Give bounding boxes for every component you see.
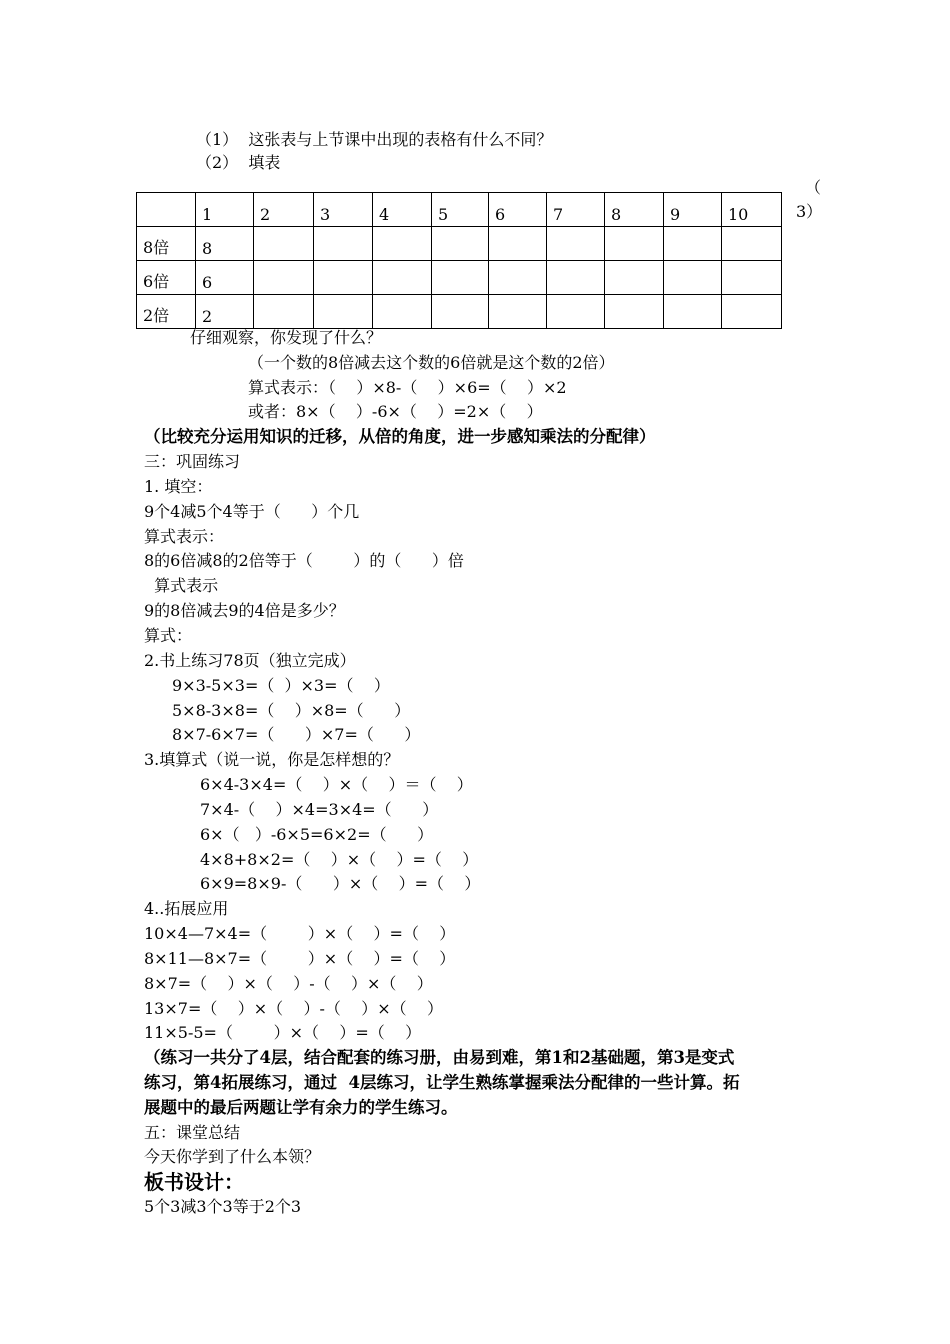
formula-line-1: 算式表示：（ ）×8-（ ）×6=（ ）×2 [248, 378, 567, 397]
table-cell: 3 [314, 193, 373, 227]
side-label: 3） [796, 202, 823, 221]
table-cell [664, 227, 722, 261]
table-cell [664, 261, 722, 295]
table-cell [547, 261, 605, 295]
table-cell [722, 227, 782, 261]
exercise-1a: 9个4减5个4等于（ ）个几 [144, 502, 360, 521]
table-cell [373, 261, 432, 295]
table-cell: 10 [722, 193, 782, 227]
exercise-1c: 9的8倍减去9的4倍是多少？ [144, 601, 345, 620]
table-cell [373, 295, 432, 329]
table-cell: 2倍 [137, 295, 196, 329]
table-row [137, 261, 782, 295]
table-cell: 8 [196, 227, 254, 261]
teaching-note-2-line: （练习一共分了4层，结合配套的练习册，由易到难，第1和2基础题，第3是变式 [144, 1048, 735, 1067]
table-cell: 2 [254, 193, 314, 227]
teaching-note-2-line: 练习，第4拓展练习，通过 4层练习，让学生熟练掌握乘法分配律的一些计算。拓 [144, 1073, 740, 1092]
table-cell [432, 261, 489, 295]
exercise-3-title: 3.填算式（说一说，你是怎样想的？ [144, 750, 400, 769]
table-cell [254, 261, 314, 295]
table-cell: 5 [432, 193, 489, 227]
exercise-2-item: 9×3-5×3=（ ）×3=（ ） [172, 676, 390, 695]
exercise-1-title: 1. 填空： [144, 477, 213, 496]
table-cell: 6 [489, 193, 547, 227]
table-cell [314, 227, 373, 261]
table-cell: 9 [664, 193, 722, 227]
section-5-title: 五：课堂总结 [144, 1123, 241, 1142]
exercise-4-item: 13×7=（ ）×（ ）-（ ）×（ ） [144, 999, 443, 1018]
teaching-note-2-line: 展题中的最后两题让学有余力的学生练习。 [144, 1098, 458, 1117]
table-cell: 8 [605, 193, 664, 227]
exercise-3-item: 6×9=8×9-（ ）×（ ）=（ ） [200, 874, 481, 893]
table-cell [547, 295, 605, 329]
table-row [137, 227, 782, 261]
table-cell [605, 227, 664, 261]
table-cell [254, 295, 314, 329]
multiple-table [136, 192, 782, 329]
table-cell [254, 227, 314, 261]
exercise-3-item: 7×4-（ ）×4=3×4=（ ） [200, 800, 439, 819]
table-cell [722, 295, 782, 329]
table-cell [314, 295, 373, 329]
exercise-4-item: 8×11—8×7=（ ）×（ ）=（ ） [144, 949, 456, 968]
table-cell [489, 261, 547, 295]
exercise-1a-formula: 算式表示： [144, 527, 225, 546]
table-cell: 1 [196, 193, 254, 227]
table-cell: 8倍 [137, 227, 196, 261]
exercise-1b-formula: 算式表示 [144, 576, 219, 595]
exercise-4-title: 4..拓展应用 [144, 899, 229, 918]
table-cell [722, 261, 782, 295]
table-cell [489, 295, 547, 329]
table-cell: 4 [373, 193, 432, 227]
table-cell [605, 261, 664, 295]
table-cell: 6 [196, 261, 254, 295]
table-cell: 7 [547, 193, 605, 227]
observe-prompt: 仔细观察，你发现了什么？ [190, 328, 383, 347]
table-cell [373, 227, 432, 261]
formula-line-2: 或者：8×（ ）-6×（ ）=2×（ ） [248, 402, 543, 421]
exercise-4-item: 8×7=（ ）×（ ）-（ ）×（ ） [144, 974, 433, 993]
table-cell [137, 193, 196, 227]
observe-finding: （一个数的8倍减去这个数的6倍就是这个数的2倍） [248, 353, 615, 372]
exercise-3-item: 4×8+8×2=（ ）×（ ）=（ ） [200, 850, 479, 869]
table-cell [489, 227, 547, 261]
exercise-3-item: 6×（ ）-6×5=6×2=（ ） [200, 825, 434, 844]
board-design-heading: 板书设计： [144, 1170, 244, 1194]
board-design-line: 5个3减3个3等于2个3 [144, 1197, 302, 1216]
table-cell [547, 227, 605, 261]
table-cell [314, 261, 373, 295]
question-2: （2） 填表 [196, 153, 281, 172]
section-3-title: 三：巩固练习 [144, 452, 241, 471]
exercise-3-item: 6×4-3×4=（ ）×（ ）＝（ ） [200, 775, 473, 794]
teaching-note-1: （比较充分运用知识的迁移，从倍的角度，进一步感知乘法的分配律） [144, 427, 656, 446]
exercise-4-item: 11×5-5=（ ）×（ ）=（ ） [144, 1023, 422, 1042]
exercise-2-title: 2.书上练习78页（独立完成） [144, 651, 356, 670]
exercise-2-item: 8×7-6×7=（ ）×7=（ ） [172, 725, 421, 744]
table-cell [664, 295, 722, 329]
table-cell [605, 295, 664, 329]
question-1: （1） 这张表与上节课中出现的表格有什么不同？ [196, 130, 553, 149]
table-cell [432, 295, 489, 329]
exercise-1c-formula: 算式： [144, 626, 193, 645]
exercise-2-item: 5×8-3×8=（ ）×8=（ ） [172, 701, 411, 720]
table-cell: 6倍 [137, 261, 196, 295]
table-header-row [137, 193, 782, 227]
summary-question: 今天你学到了什么本领？ [144, 1147, 321, 1166]
table-cell [432, 227, 489, 261]
exercise-4-item: 10×4—7×4=（ ）×（ ）=（ ） [144, 924, 456, 943]
table-row [137, 295, 782, 329]
table-cell: 2 [196, 295, 254, 329]
side-paren: （ [805, 178, 822, 197]
exercise-1b: 8的6倍减8的2倍等于（ ）的（ ）倍 [144, 551, 464, 570]
